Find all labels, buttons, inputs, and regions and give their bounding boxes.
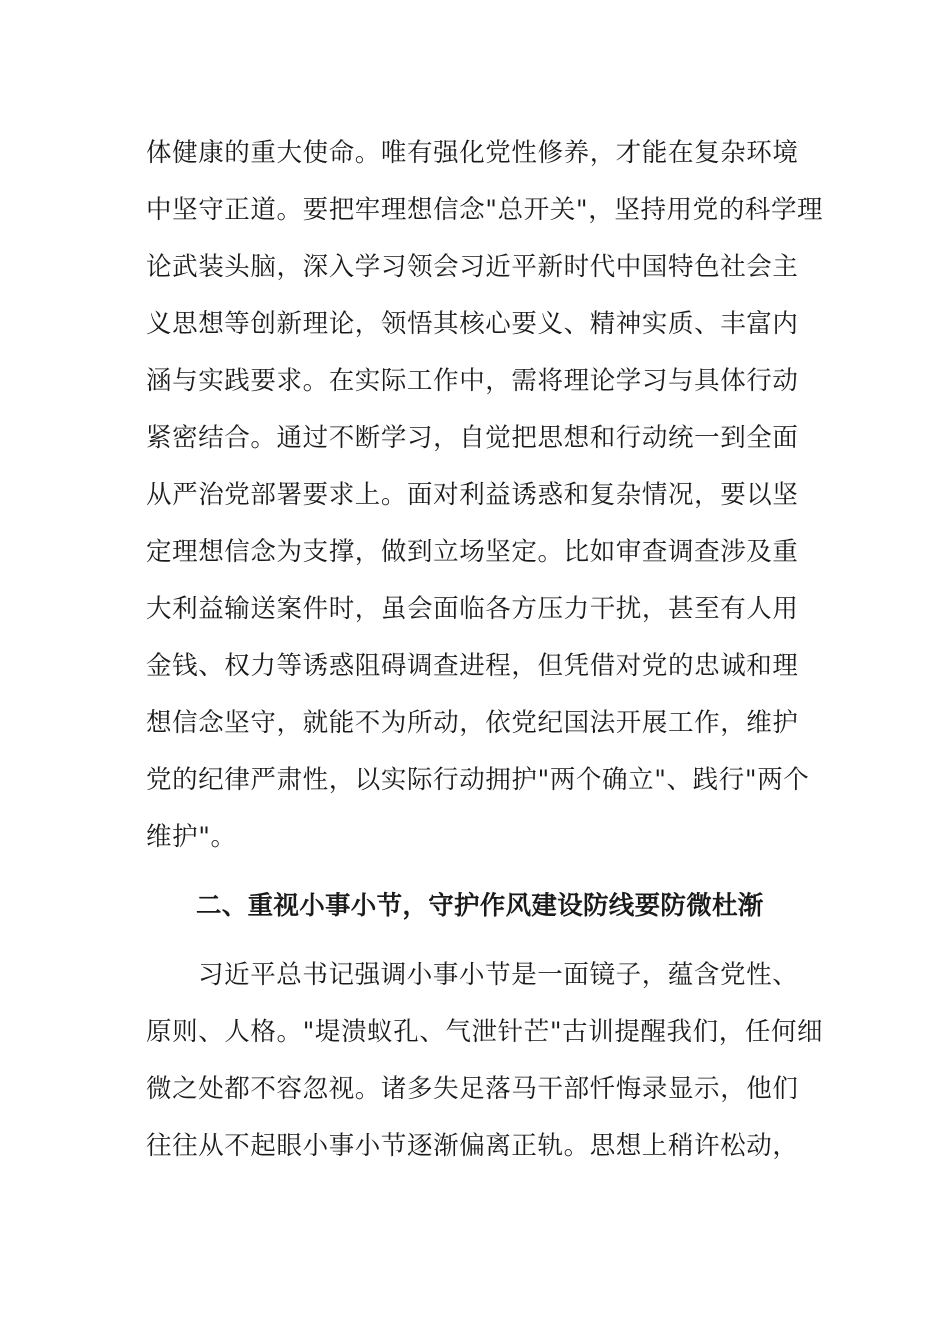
body-text-line: 金钱、权力等诱惑阻碍调查进程，但凭借对党的忠诚和理 <box>146 651 799 681</box>
body-text-line: 体健康的重大使命。唯有强化党性修养，才能在复杂环境 <box>146 138 799 168</box>
section-heading: 二、重视小事小节，守护作风建设防线要防微杜渐 <box>196 891 764 921</box>
body-text-line: 党的纪律严肃性，以实际行动拥护"两个确立"、践行"两个 <box>146 765 810 795</box>
body-text-line: 义思想等创新理论，领悟其核心要义、精神实质、丰富内 <box>146 309 799 339</box>
body-text-line: 大利益输送案件时，虽会面临各方压力干扰，甚至有人用 <box>146 594 799 624</box>
body-text-line: 原则、人格。"堤溃蚁孔、气泄针芒"古训提醒我们，任何细 <box>146 1017 824 1047</box>
body-text-line: 涵与实践要求。在实际工作中，需将理论学习与具体行动 <box>146 366 799 396</box>
body-text-line: 紧密结合。通过不断学习，自觉把思想和行动统一到全面 <box>146 423 799 453</box>
body-text-line: 习近平总书记强调小事小节是一面镜子，蕴含党性、 <box>198 960 799 990</box>
body-text-line: 往往从不起眼小事小节逐渐偏离正轨。思想上稍许松动， <box>146 1131 799 1161</box>
body-text-line: 想信念坚守，就能不为所动，依党纪国法开展工作，维护 <box>146 708 799 738</box>
body-text-line: 从严治党部署要求上。面对利益诱惑和复杂情况，要以坚 <box>146 480 799 510</box>
body-text-line: 论武装头脑，深入学习领会习近平新时代中国特色社会主 <box>146 252 799 282</box>
body-text-line: 定理想信念为支撑，做到立场坚定。比如审查调查涉及重 <box>146 537 799 567</box>
body-text-line: 中坚守正道。要把牢理想信念"总开关"，坚持用党的科学理 <box>146 195 824 225</box>
body-text-line: 维护"。 <box>146 822 237 852</box>
body-text-line: 微之处都不容忽视。诸多失足落马干部忏悔录显示，他们 <box>146 1074 799 1104</box>
